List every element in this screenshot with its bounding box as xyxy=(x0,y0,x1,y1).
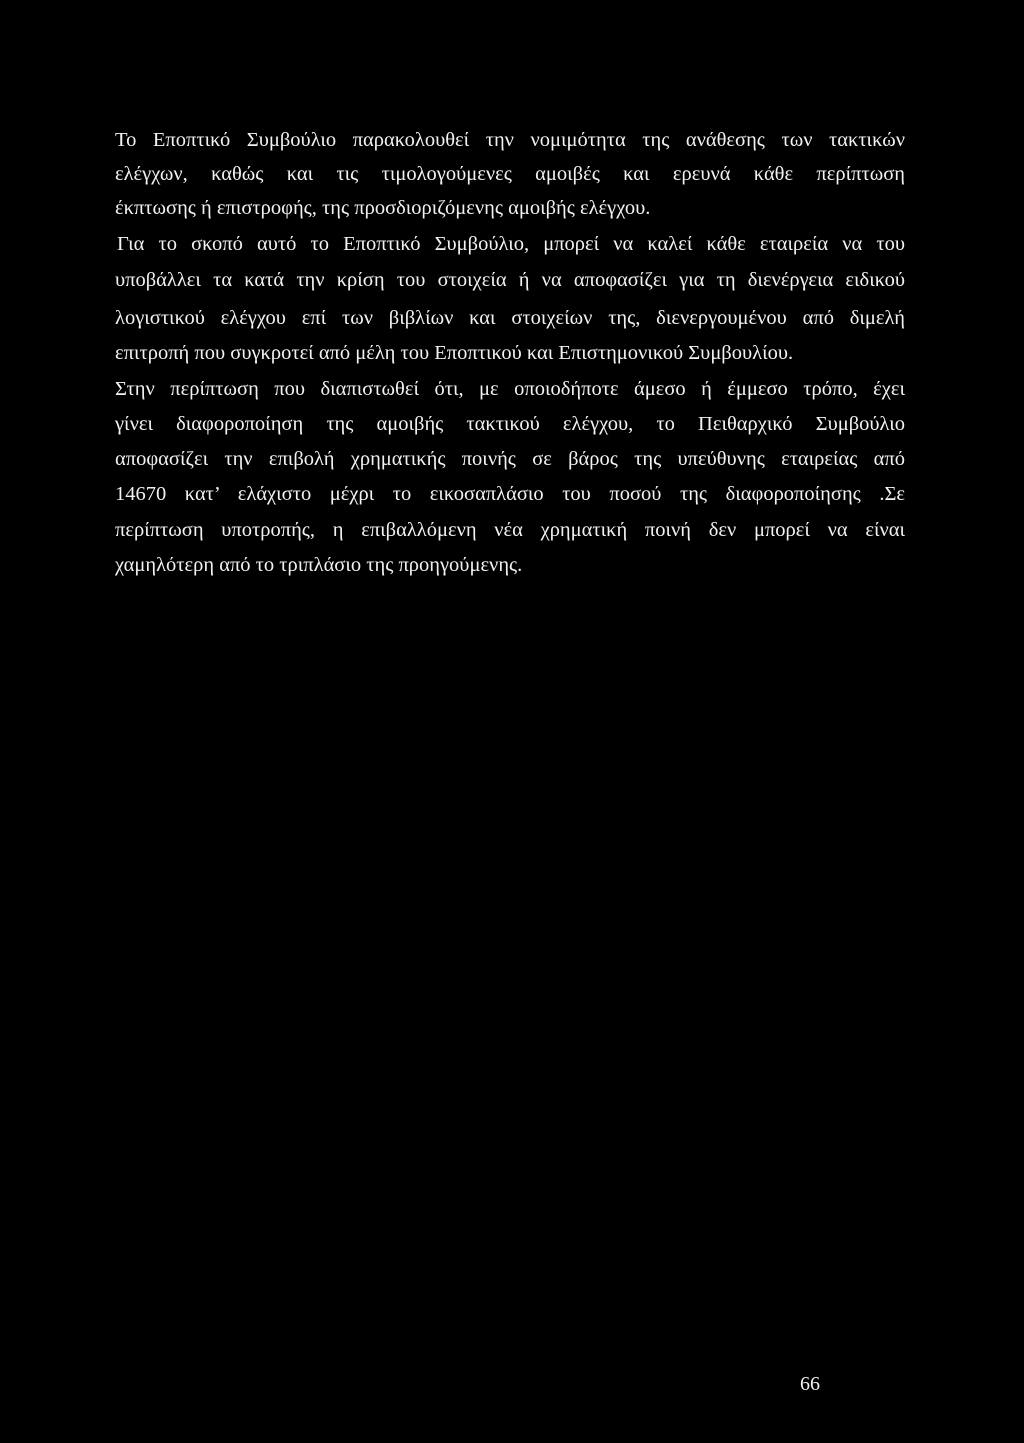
text-line: περίπτωση υποτροπής, η επιβαλλόμενη νέα χρηματική ποινή δεν μπορεί να είναι xyxy=(115,519,905,541)
text-line: 14670 κατ’ ελάχιστο μέχρι το εικοσαπλάσιο του ποσού της διαφοροποίησης .Σε xyxy=(115,483,905,505)
text-line: Στην περίπτωση που διαπιστωθεί ότι, με οποιοδήποτε άμεσο ή έμμεσο τρόπο, έχει xyxy=(115,378,905,400)
text-line: επιτροπή που συγκροτεί από μέλη του Εποπτικού και Επιστημονικού Συμβουλίου. xyxy=(115,342,794,364)
text-line: χαμηλότερη από το τριπλάσιο της προηγούμενης. xyxy=(115,554,523,576)
text-line: λογιστικού ελέγχου επί των βιβλίων και στοιχείων της, διενεργουμένου από διμελή xyxy=(115,307,905,329)
text-line: υποβάλλει τα κατά την κρίση του στοιχεία ή να αποφασίζει για τη διενέργεια ειδικού xyxy=(115,269,905,291)
text-line: Το Εποπτικό Συμβούλιο παρακολουθεί την νομιμότητα της ανάθεσης των τακτικών xyxy=(115,129,905,151)
page-number: 66 xyxy=(800,1373,820,1395)
text-line: αποφασίζει την επιβολή χρηματικής ποινής σε βάρος της υπεύθυνης εταιρείας από xyxy=(115,448,905,470)
text-line: γίνει διαφοροποίηση της αμοιβής τακτικού ελέγχου, το Πειθαρχικό Συμβούλιο xyxy=(115,413,905,435)
text-line: Για το σκοπό αυτό το Εποπτικό Συμβούλιο, μπορεί να καλεί κάθε εταιρεία να του xyxy=(117,233,905,255)
text-line: ελέγχων, καθώς και τις τιμολογούμενες αμοιβές και ερευνά κάθε περίπτωση xyxy=(115,163,905,185)
text-line: έκπτωσης ή επιστροφής, της προσδιοριζόμενης αμοιβής ελέγχου. xyxy=(115,197,651,219)
